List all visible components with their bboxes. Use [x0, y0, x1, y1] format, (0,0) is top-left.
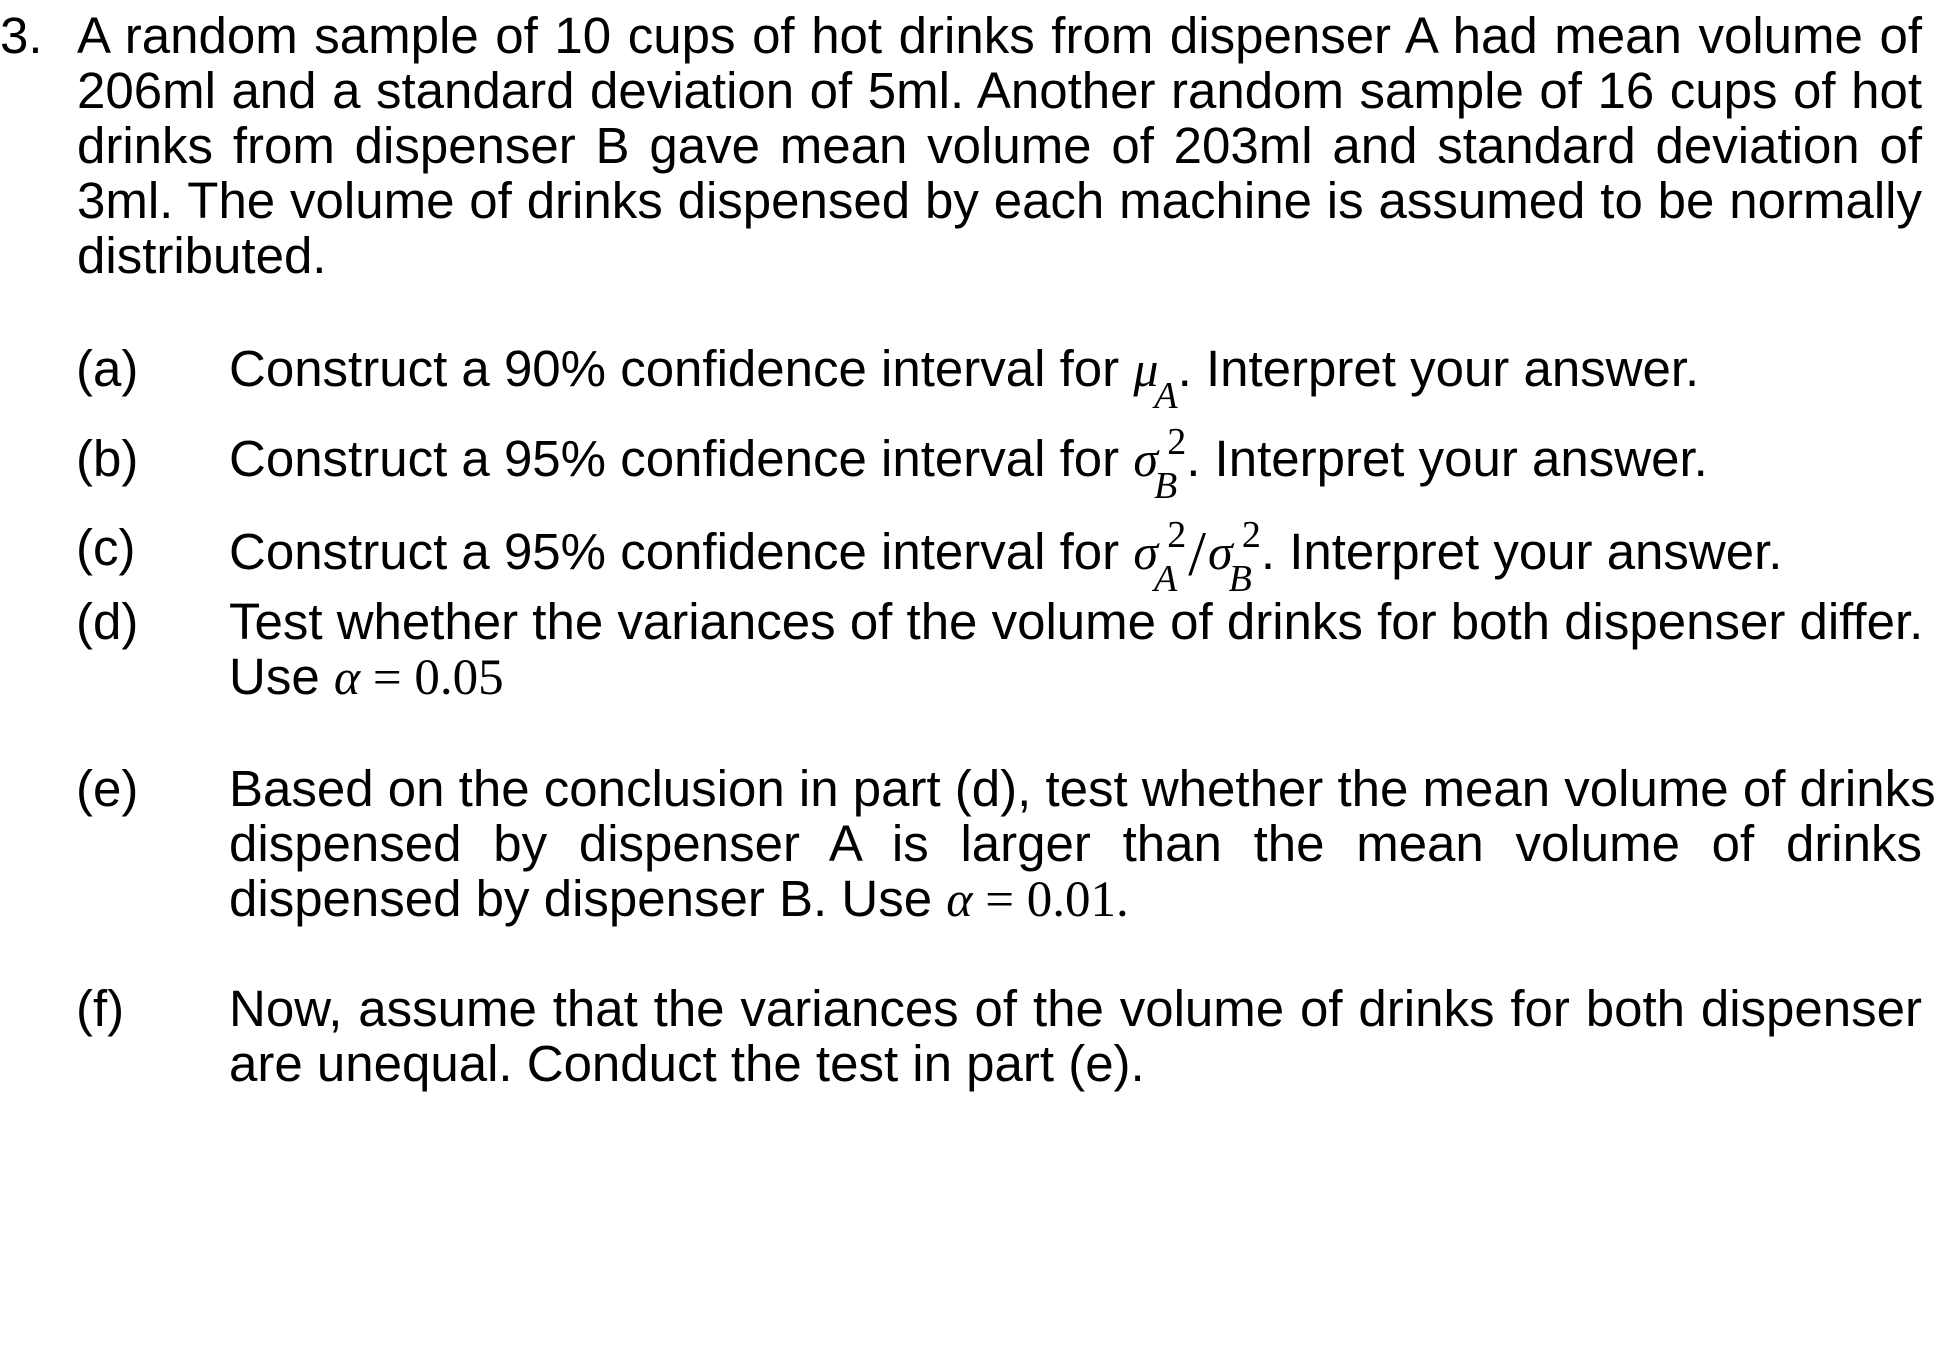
part-b-label: (b) [76, 430, 139, 487]
alpha-value: = 0.05 [360, 650, 504, 706]
sigma-a-superscript: 2 [1167, 514, 1187, 556]
part-c-text-before: Construct a 95% confidence interval for [229, 523, 1134, 580]
question-line-1: A random sample of 10 cups of hot drinks from dispenser A had mean volume of [77, 7, 1922, 64]
part-c-text [229, 514, 1922, 600]
mu-subscript: A [1154, 375, 1178, 417]
part-a-label: (a) [76, 340, 139, 397]
question-line-4: 3ml. The volume of drinks dispensed by each machine is assumed to be normally [77, 172, 1922, 229]
part-a-text-before: Construct a 90% confidence interval for [229, 340, 1134, 397]
part-e-line-3-before: dispensed by dispenser B. Use [229, 870, 947, 927]
sigma-superscript: 2 [1167, 421, 1187, 463]
part-f-line-1: Now, assume that the variances of the volume of drinks for both dispenser [229, 980, 1922, 1037]
part-f-label: (f) [76, 980, 125, 1037]
question-line-2: 206ml and a standard deviation of 5ml. Another random sample of 16 cups of hot [77, 62, 1922, 119]
part-d-label: (d) [76, 593, 139, 650]
sigma-symbol: σ [1133, 431, 1158, 487]
part-b-text [229, 421, 1922, 507]
part-a-text [229, 335, 1922, 417]
ratio-slash: / [1188, 518, 1206, 589]
part-e-line-2: dispensed by dispenser A is larger than the mean volume of drinks [229, 815, 1922, 872]
sigma-subscript: B [1153, 465, 1178, 507]
sigma-a-symbol: σ [1133, 524, 1158, 580]
alpha-symbol: α [946, 871, 973, 927]
part-d-use: Use [229, 648, 334, 705]
question-number: 3. [0, 7, 43, 64]
sigma-a-subscript: A [1153, 558, 1178, 600]
question-line-3: drinks from dispenser B gave mean volume of 203ml and standard deviation of [77, 117, 1922, 174]
part-a-text-after: . Interpret your answer. [1177, 340, 1700, 397]
part-b-text-after: . Interpret your answer. [1186, 430, 1708, 487]
mu-symbol: μ [1133, 341, 1159, 397]
part-b-text-before: Construct a 95% confidence interval for [229, 430, 1134, 487]
part-f-line-2: are unequal. Conduct the test in part (e). [229, 1035, 1145, 1092]
part-d-line-1: Test whether the variances of the volume of drinks for both dispenser differ. [229, 593, 1924, 650]
question-line-5: distributed. [77, 227, 327, 284]
part-c-label: (c) [76, 519, 136, 576]
sigma-b-superscript: 2 [1241, 514, 1261, 556]
sigma-b-symbol: σ [1207, 524, 1233, 580]
alpha-symbol: α [333, 649, 361, 705]
part-e-line-3 [229, 865, 1922, 934]
part-d-line-2 [229, 643, 1922, 712]
part-e-line-3-after: . [1116, 872, 1129, 928]
part-c-text-after: . Interpret your answer. [1260, 523, 1783, 580]
part-e-label: (e) [76, 760, 139, 817]
sigma-b-subscript: B [1228, 558, 1252, 600]
part-e-line-1: Based on the conclusion in part (d), test whether the mean volume of drinks [229, 760, 1936, 817]
alpha-value: = 0.01 [972, 872, 1117, 928]
